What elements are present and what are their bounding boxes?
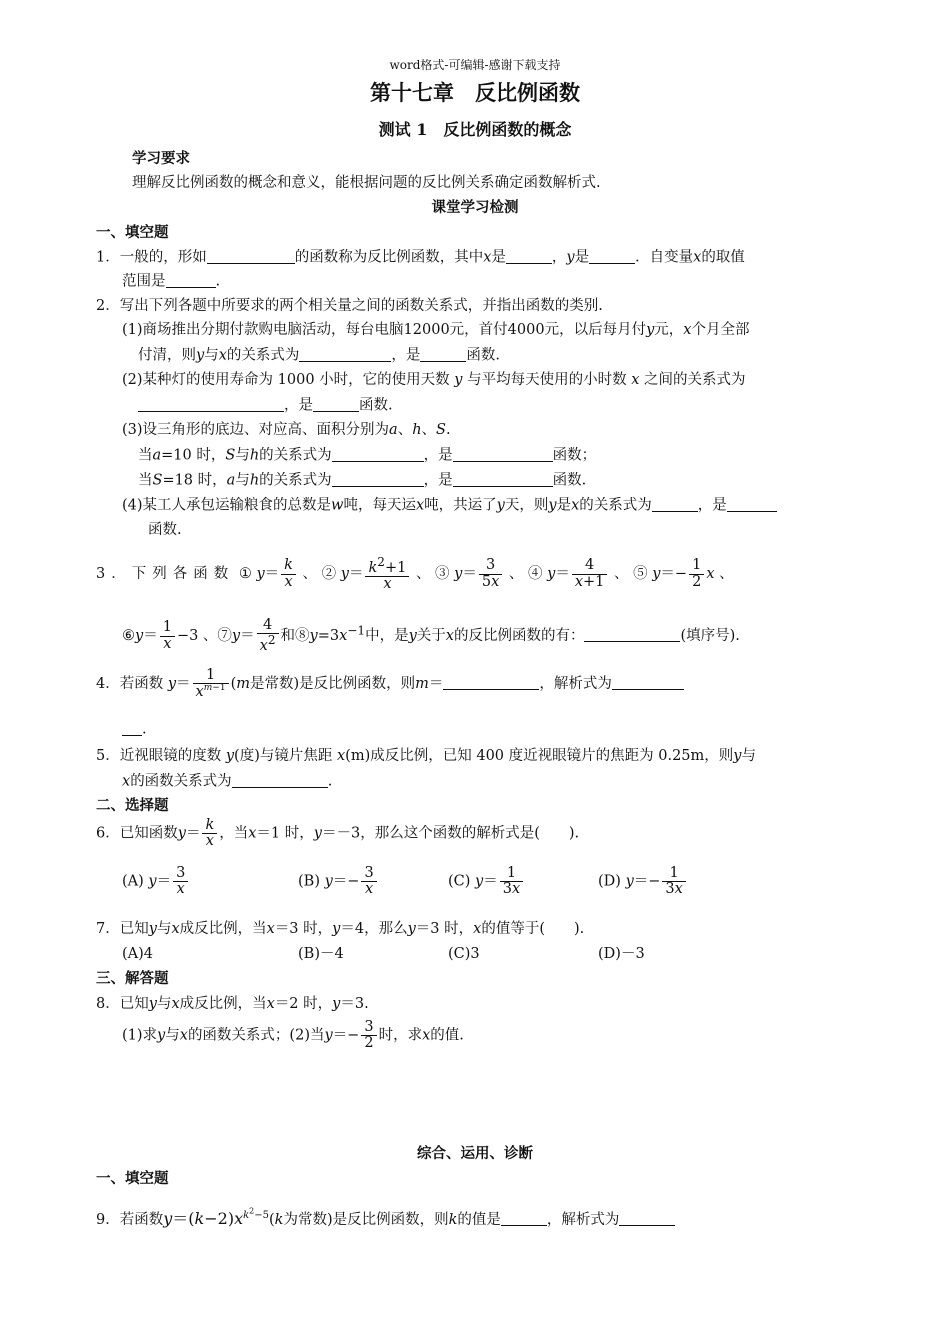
chapter-title: 第十七章 反比例函数 bbox=[370, 80, 580, 105]
question-2-part-1-line-2: 付清，则y与x的关系式为 ，是 函数. bbox=[138, 347, 500, 364]
question-2-part-3-line-1: (3)设三角形的底边、对应高、面积分别为a、h、S. bbox=[122, 422, 451, 438]
question-2-part-1-line-1: (1)商场推出分期付款购电脑活动，每台电脑12000元，首付4000元，以后每月付y元，x个月全部 bbox=[122, 322, 750, 338]
question-2-part-3-line-2: 当a=10 时，S与h的关系式为 ，是 函数； bbox=[138, 447, 597, 464]
question-8-stem: 8．已知y与x成反比例，当x＝2 时，y＝3. bbox=[96, 996, 369, 1012]
question-2-part-2-line-1: (2)某种灯的使用寿命为 1000 小时，它的使用天数 y 与平均每天使用的小时数 x 之间的关系式为 bbox=[122, 372, 746, 388]
section-fill-blank-2: 一、填空题 bbox=[96, 1170, 169, 1187]
question-7-option-d[interactable]: (D)－3 bbox=[598, 946, 645, 962]
question-4-line-1: 4．若函数 y＝ $\frac{1}{x^{m-1}}$ (m是常数)是反比例函数，则m＝ ，解析式为 bbox=[96, 668, 684, 700]
question-2-part-4-line-1: (4)某工人承包运输粮食的总数是w吨，每天运x吨，共运了y天，则y是x的关系式为 ，是 bbox=[122, 496, 777, 515]
question-6-stem: 6．已知函数y＝ $\frac{k}{x}$ ，当x＝1 时，y＝－3，那么这个函数的解析式是( ). bbox=[96, 817, 580, 850]
question-7-option-c[interactable]: (C)3 bbox=[448, 946, 480, 962]
question-7-stem: 7．已知y与x成反比例，当x＝3 时，y＝4，那么y＝3 时，x的值等于( ). bbox=[96, 921, 585, 937]
section-multiple-choice: 二、选择题 bbox=[96, 797, 169, 814]
section-fill-blank: 一、填空题 bbox=[96, 224, 169, 241]
requirement-heading: 学习要求 bbox=[132, 150, 190, 167]
test-title: 测试 1 反比例函数的概念 bbox=[378, 120, 572, 139]
classroom-heading: 课堂学习检测 bbox=[431, 199, 519, 216]
question-2-part-3-line-3: 当S=18 时，a与h的关系式为 ，是 函数. bbox=[138, 472, 587, 489]
question-2-intro: 2．写出下列各题中所要求的两个相关量之间的函数关系式，并指出函数的类别. bbox=[96, 298, 603, 314]
question-6-option-a[interactable]: (A) y＝ $\frac{3}{x}$ bbox=[122, 866, 190, 897]
question-6-option-d[interactable]: (D) y＝− $\frac{1}{3x}$ bbox=[598, 866, 688, 897]
question-2-part-2-line-2: ，是 函数. bbox=[138, 396, 393, 415]
page-header: word格式-可编辑-感谢下载支持 bbox=[389, 58, 561, 72]
question-5-line-2: x的函数关系式为 . bbox=[122, 773, 333, 790]
question-5-line-1: 5．近视眼镜的度数 y(度)与镜片焦距 x(m)成反比例，已知 400 度近视眼镜片的焦距为 0.25m，则y与 bbox=[96, 748, 756, 764]
synthesis-heading: 综合、运用、诊断 bbox=[417, 1145, 533, 1162]
question-2-part-4-line-2: 函数. bbox=[148, 522, 182, 538]
question-3-line-1: 3．下列各函数 ① y＝ $\frac{k}{x}$ 、 ② y＝ $\frac{k^2+1}{x}$ 、 ③ y＝ $\frac{3}{5x}$ 、 ④ y＝ $\frac{4}{x+1}$ 、 ⑤ y＝− $\frac{1}{2}$ x 、 bbox=[96, 555, 734, 593]
requirement-text: 理解反比例函数的概念和意义，能根据问题的反比例关系确定函数解析式. bbox=[132, 175, 601, 191]
question-7-option-b[interactable]: (B)－4 bbox=[298, 946, 344, 962]
question-4-line-2: . bbox=[122, 720, 147, 739]
question-3-line-2: ⑥y＝ $\frac{1}{x}$ −3 、⑦y＝ $\frac{4}{x^2}$ 和$⑧y=3x^{-1}$中，是y关于x的反比例函数的有： (填序号). bbox=[122, 617, 740, 655]
question-8-parts: (1)求y与x的函数关系式；(2)当y＝− $\frac{3}{2}$ 时，求x的值. bbox=[122, 1019, 464, 1052]
question-9: 9．若函数$y=(k-2)x^{k^2-5}(k$为常数)是反比例函数，则k的值是 ，解析式为 bbox=[96, 1207, 675, 1229]
question-1-line-2: 范围是 . bbox=[122, 273, 221, 290]
question-6-option-c[interactable]: (C) y＝ $\frac{1}{3x}$ bbox=[448, 866, 525, 897]
section-solve: 三、解答题 bbox=[96, 970, 169, 987]
question-1-line-1: 1．一般的，形如 的函数称为反比例函数，其中x是 ，y是 ．自变量x的取值 bbox=[96, 249, 745, 266]
question-7-option-a[interactable]: (A)4 bbox=[122, 946, 154, 962]
question-6-option-b[interactable]: (B) y＝− $\frac{3}{x}$ bbox=[298, 866, 379, 897]
